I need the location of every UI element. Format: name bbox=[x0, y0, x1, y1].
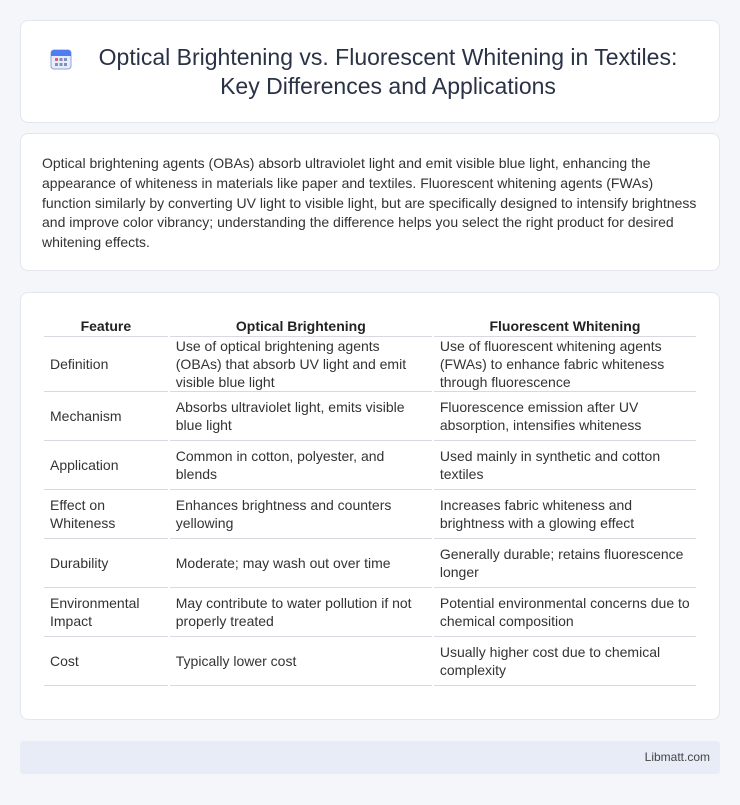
row-feature: Effect on Whiteness bbox=[44, 490, 168, 539]
row-fluorescent: Increases fabric whiteness and brightness with a glowing effect bbox=[434, 490, 696, 539]
row-optical: Common in cotton, polyester, and blends bbox=[170, 441, 432, 490]
table-row bbox=[44, 490, 696, 539]
row-feature: Environmental Impact bbox=[44, 588, 168, 637]
row-optical: Use of optical brightening agents (OBAs) that absorb UV light and emit visible blue light bbox=[170, 337, 432, 392]
row-fluorescent: Generally durable; retains fluorescence longer bbox=[434, 539, 696, 588]
footer-site-link[interactable]: Libmatt.com bbox=[644, 750, 710, 764]
table-row bbox=[44, 392, 696, 441]
row-fluorescent: Usually higher cost due to chemical complexity bbox=[434, 637, 696, 686]
row-fluorescent: Use of fluorescent whitening agents (FWAs) to enhance fabric whiteness through fluorescence bbox=[434, 337, 696, 392]
comparison-card bbox=[20, 292, 720, 720]
table-header-row bbox=[44, 315, 696, 337]
row-optical: Moderate; may wash out over time bbox=[170, 539, 432, 588]
table-row bbox=[44, 441, 696, 490]
intro-paragraph: Optical brightening agents (OBAs) absorb ultraviolet light and emit visible blue light, enhancing the appearance of whiteness in materials like paper and textiles. Fluorescent whitening agents (FWAs) function similarly by converting UV light to visible light, but are specifically designed to intensify brightness and improve color vibrancy; understanding the difference helps you select the right product for desired whitening effects. bbox=[42, 155, 697, 251]
row-optical: Absorbs ultraviolet light, emits visible blue light bbox=[170, 392, 432, 441]
page-title: Optical Brightening vs. Fluorescent Whitening in Textiles: Key Differences and Applications bbox=[98, 43, 678, 99]
row-fluorescent: Fluorescence emission after UV absorption, intensifies whiteness bbox=[434, 392, 696, 441]
table-row bbox=[44, 337, 696, 392]
row-optical: May contribute to water pollution if not properly treated bbox=[170, 588, 432, 637]
table-row bbox=[44, 588, 696, 637]
row-optical: Typically lower cost bbox=[170, 637, 432, 686]
row-fluorescent: Used mainly in synthetic and cotton textiles bbox=[434, 441, 696, 490]
row-fluorescent: Potential environmental concerns due to chemical composition bbox=[434, 588, 696, 637]
table-row bbox=[44, 637, 696, 686]
table-row bbox=[44, 539, 696, 588]
header-feature: Feature bbox=[44, 315, 168, 337]
row-feature: Definition bbox=[44, 337, 168, 392]
row-feature: Application bbox=[44, 441, 168, 490]
row-feature: Mechanism bbox=[44, 392, 168, 441]
row-feature: Cost bbox=[44, 637, 168, 686]
header-fluorescent-whitening: Fluorescent Whitening bbox=[434, 315, 696, 337]
title-card bbox=[20, 20, 720, 123]
header-optical-brightening: Optical Brightening bbox=[170, 315, 432, 337]
footer-bar bbox=[20, 741, 720, 774]
comparison-table bbox=[42, 315, 698, 686]
row-optical: Enhances brightness and counters yellowing bbox=[170, 490, 432, 539]
row-feature: Durability bbox=[44, 539, 168, 588]
intro-card bbox=[20, 133, 720, 271]
